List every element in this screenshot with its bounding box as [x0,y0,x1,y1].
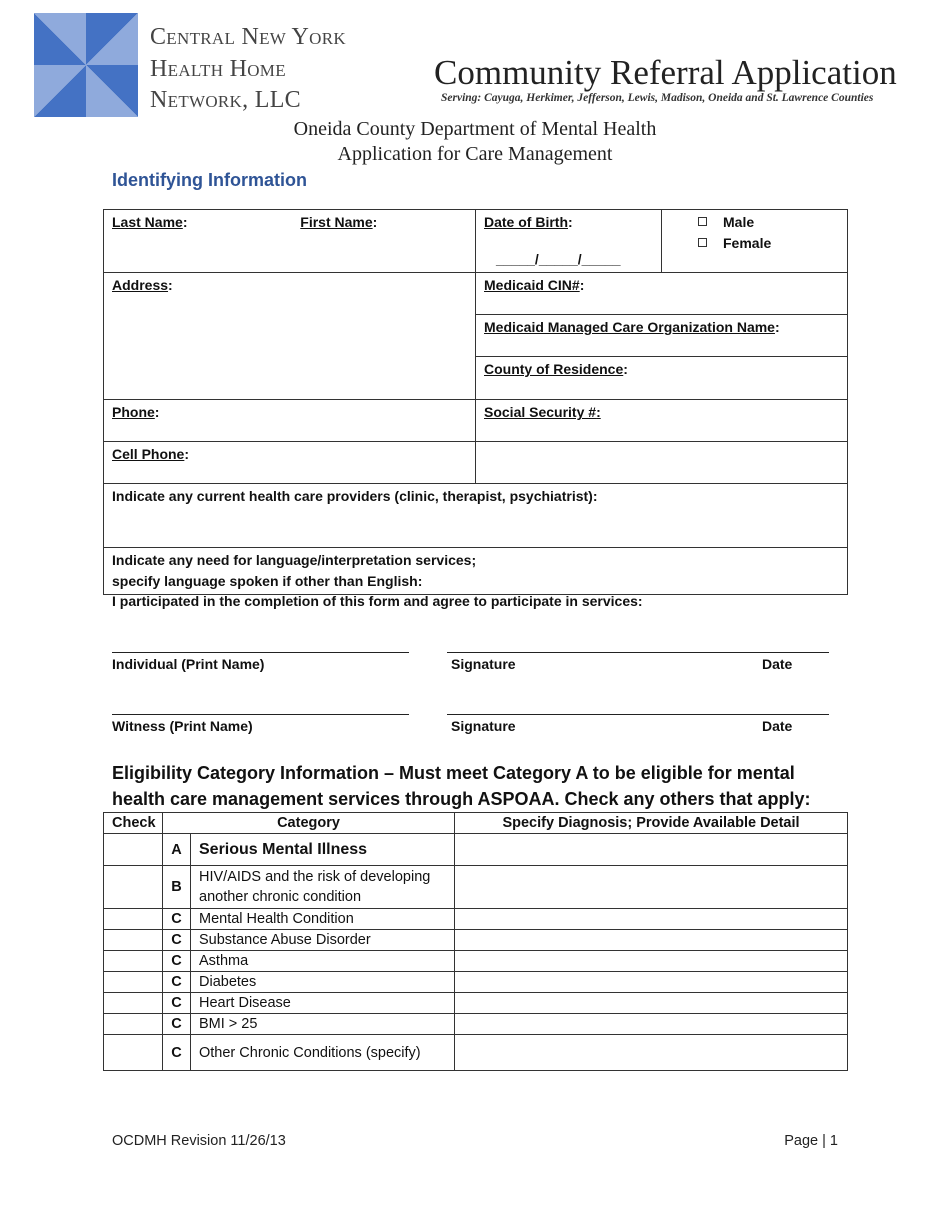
category-name: HIV/AIDS and the risk of developing another chronic condition [191,866,455,909]
column-header-category: Category [163,813,455,834]
county-label: County of Residence [484,361,624,377]
check-cell[interactable] [104,972,163,993]
diagnosis-cell[interactable] [455,909,848,930]
diagnosis-cell[interactable] [455,834,848,866]
category-name: Heart Disease [191,993,455,1014]
category-letter: C [163,972,191,993]
check-cell[interactable] [104,909,163,930]
first-name-label: First Name [300,214,373,230]
category-name: Other Chronic Conditions (specify) [191,1035,455,1071]
eligibility-table [103,812,848,1071]
individual-signature-label: Signature [451,656,516,672]
department-name: Oneida County Department of Mental Health [293,118,657,140]
category-name: Serious Mental Illness [191,834,455,866]
witness-date-label: Date [762,718,793,734]
check-cell[interactable] [104,1035,163,1071]
category-name: BMI > 25 [191,1014,455,1035]
category-name: Mental Health Condition [191,909,455,930]
witness-signature-line[interactable] [447,714,829,715]
diagnosis-cell[interactable] [455,1014,848,1035]
providers-cell[interactable] [104,484,848,548]
section-identifying-information: Identifying Information [112,170,307,190]
last-name-label: Last Name [112,214,183,230]
language-cell[interactable] [104,548,848,595]
org-name-line1: Central New York [150,24,346,50]
eligibility-title: Eligibility Category Information – Must meet Category A to be eligible for mental health care management services through ASPOAA. Check any others that apply: [112,763,811,809]
diagnosis-cell[interactable] [455,866,848,909]
check-cell[interactable] [104,951,163,972]
male-checkbox[interactable] [698,217,707,226]
dob-cell[interactable]: Date of Birth: _____/_____/_____ [476,210,662,273]
category-name: Substance Abuse Disorder [191,930,455,951]
category-letter: C [163,909,191,930]
medicaid-cin-label: Medicaid CIN# [484,277,580,293]
org-name-line2: Health Home [150,56,286,82]
diagnosis-cell[interactable] [455,993,848,1014]
consent-statement: I participated in the completion of this form and agree to participate in services: [112,593,643,609]
serving-counties: Serving: Cayuga, Herkimer, Jefferson, Lewis, Madison, Oneida and St. Lawrence Counties [441,92,874,104]
category-letter: B [163,866,191,909]
individual-print-name-label: Individual (Print Name) [112,656,265,672]
check-cell[interactable] [104,834,163,866]
mmco-cell[interactable]: Medicaid Managed Care Organization Name: [476,315,848,357]
individual-signature-line[interactable] [447,652,829,653]
document-title: Community Referral Application [434,53,897,92]
pinwheel-logo-icon [34,13,138,117]
diagnosis-cell[interactable] [455,1035,848,1071]
check-cell[interactable] [104,993,163,1014]
language-label-line1: Indicate any need for language/interpretation services; [112,552,477,568]
language-label-line2: specify language spoken if other than English: [112,573,423,589]
category-letter: C [163,1014,191,1035]
female-label: Female [723,235,772,251]
diagnosis-cell[interactable] [455,930,848,951]
column-header-diagnosis: Specify Diagnosis; Provide Available Detail [455,813,848,834]
application-name: Application for Care Management [337,143,613,165]
medicaid-cin-cell[interactable]: Medicaid CIN#: [476,273,848,315]
category-letter: A [163,834,191,866]
county-cell[interactable]: County of Residence: [476,357,848,400]
cell-phone-label: Cell Phone [112,446,185,462]
page-number: Page | 1 [784,1133,838,1149]
check-cell[interactable] [104,866,163,909]
check-cell[interactable] [104,1014,163,1035]
revision-note: OCDMH Revision 11/26/13 [112,1133,286,1149]
address-cell[interactable]: Address: [104,273,476,400]
diagnosis-cell[interactable] [455,972,848,993]
diagnosis-cell[interactable] [455,951,848,972]
category-letter: C [163,951,191,972]
ssn-label: Social Security # [484,404,597,420]
empty-cell [476,442,848,484]
gender-cell [662,210,848,273]
cell-phone-cell[interactable]: Cell Phone: [104,442,476,484]
category-letter: C [163,1035,191,1071]
dob-blanks: _____/_____/_____ [496,251,621,267]
providers-label: Indicate any current health care providers (clinic, therapist, psychiatrist): [112,488,598,504]
check-cell[interactable] [104,930,163,951]
witness-signature-label: Signature [451,718,516,734]
category-letter: C [163,930,191,951]
phone-cell[interactable]: Phone: [104,400,476,442]
dob-label: Date of Birth [484,214,568,230]
phone-label: Phone [112,404,155,420]
ssn-cell[interactable]: Social Security #: [476,400,848,442]
column-header-check: Check [104,813,163,834]
org-name-line3: Network, LLC [150,87,301,113]
female-checkbox[interactable] [698,238,707,247]
witness-print-name-label: Witness (Print Name) [112,718,253,734]
category-letter: C [163,993,191,1014]
category-name: Asthma [191,951,455,972]
category-name: Diabetes [191,972,455,993]
individual-name-line[interactable] [112,652,409,653]
identifying-form-table [103,209,848,595]
address-label: Address [112,277,169,293]
mmco-label: Medicaid Managed Care Organization Name [484,319,775,335]
male-label: Male [723,214,755,230]
witness-name-line[interactable] [112,714,409,715]
name-cell[interactable]: Last Name: First Name: [104,210,476,273]
individual-date-label: Date [762,656,793,672]
